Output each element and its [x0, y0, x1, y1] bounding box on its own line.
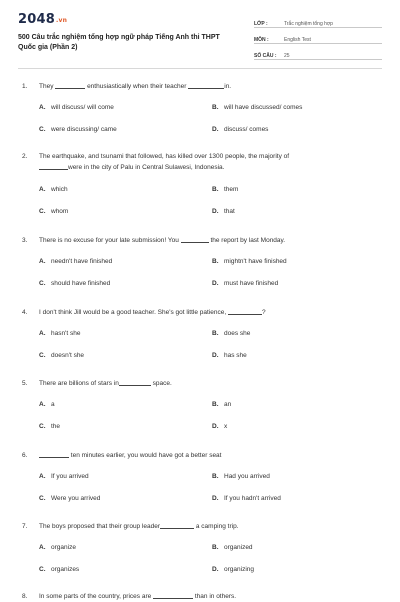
option-text: has she [224, 352, 247, 359]
option-b[interactable] [212, 104, 302, 111]
option-b[interactable] [212, 186, 238, 193]
option-letter: B. [212, 330, 219, 337]
option-text: x [224, 423, 228, 430]
question-line: were in the city of Palu in Central Sulawesi, Indonesia. [68, 164, 225, 171]
option-letter: D. [212, 126, 219, 133]
option-text: will discuss/ will come [51, 104, 114, 111]
option-letter: A. [39, 186, 46, 193]
option-text: doesn't she [51, 352, 85, 359]
question-number: 3. [22, 237, 28, 244]
option-a[interactable] [39, 104, 114, 111]
question-number: 8. [22, 593, 28, 600]
option-b[interactable] [212, 258, 287, 265]
header-divider [18, 68, 382, 69]
option-text: organized [224, 544, 253, 551]
option-text: will have discussed/ comes [224, 104, 303, 111]
option-letter: D. [212, 352, 219, 359]
option-text: them [224, 186, 239, 193]
question-number: 4. [22, 309, 28, 316]
option-text: should have finished [51, 280, 111, 287]
question-8 [22, 591, 378, 602]
option-letter: C. [39, 566, 46, 573]
answer-blank [228, 308, 262, 315]
option-b[interactable] [212, 330, 250, 337]
meta-label-socau: SỐ CÂU : [254, 53, 277, 59]
option-letter: B. [212, 401, 219, 408]
answer-blank [55, 82, 85, 89]
option-d[interactable] [212, 495, 281, 502]
question-part: In some parts of the country, prices are [39, 593, 152, 600]
option-text: were discussing/ came [51, 126, 117, 133]
option-b[interactable] [212, 544, 253, 551]
option-a[interactable] [39, 258, 112, 265]
option-text: which [51, 186, 68, 193]
option-text: does she [224, 330, 251, 337]
option-text: that [224, 208, 235, 215]
question-3 [22, 235, 378, 246]
option-d[interactable] [212, 126, 268, 133]
question-5 [22, 378, 378, 389]
question-number: 1. [22, 83, 28, 90]
question-7 [22, 521, 378, 532]
site-logo[interactable] [18, 12, 67, 27]
question-text [39, 235, 378, 246]
option-d[interactable] [212, 208, 235, 215]
question-part: the report by last Monday. [208, 237, 286, 244]
answer-blank [39, 451, 69, 458]
option-d[interactable] [212, 566, 254, 573]
option-text: the [51, 423, 61, 430]
meta-row-lop [254, 14, 382, 28]
document-title: 500 Câu trắc nghiệm tổng hợp ngữ pháp Tiếng Anh thi THPT Quốc gia (Phần 2) [18, 34, 220, 51]
meta-label-mon: MÔN : [254, 37, 269, 43]
option-a[interactable] [39, 473, 89, 480]
meta-label-lop: LỚP : [254, 21, 268, 27]
question-text [39, 307, 378, 318]
answer-blank [160, 522, 194, 529]
meta-value-socau: 25 [284, 53, 290, 59]
option-text: organizes [51, 566, 80, 573]
option-letter: C. [39, 495, 46, 502]
option-text: Had you arrived [224, 473, 270, 480]
answer-blank [188, 82, 224, 89]
option-text: Were you arrived [51, 495, 101, 502]
answer-blank [181, 236, 209, 243]
question-text [39, 151, 378, 173]
question-part: ten minutes earlier, you would have got a better seat [69, 452, 222, 459]
option-c[interactable] [39, 495, 100, 502]
option-d[interactable] [212, 423, 227, 430]
option-text: organize [51, 544, 76, 551]
question-line: The earthquake, and tsunami that followed, has killed over 1300 people, the majority of [39, 153, 290, 160]
option-b[interactable] [212, 473, 270, 480]
question-part: The boys proposed that their group leader [39, 523, 161, 530]
option-d[interactable] [212, 352, 247, 359]
answer-blank [39, 163, 68, 170]
meta-box [254, 14, 382, 62]
question-part: ? [261, 309, 266, 316]
answer-blank [153, 592, 193, 599]
option-letter: C. [39, 423, 46, 430]
meta-row-socau [254, 46, 382, 60]
option-letter: A. [39, 330, 46, 337]
option-c[interactable] [39, 126, 117, 133]
option-text: must have finished [224, 280, 279, 287]
question-2 [22, 151, 378, 173]
option-letter: A. [39, 544, 46, 551]
option-letter: C. [39, 208, 46, 215]
question-text [39, 81, 378, 92]
option-d[interactable] [212, 280, 278, 287]
question-number: 6. [22, 452, 28, 459]
question-number: 7. [22, 523, 28, 530]
option-text: whom [51, 208, 69, 215]
question-part: There are billions of stars in [39, 380, 119, 387]
question-number: 2. [22, 153, 28, 160]
question-part: There is no excuse for your late submission! You [39, 237, 179, 244]
question-text [39, 591, 378, 602]
option-letter: C. [39, 126, 46, 133]
option-letter: A. [39, 104, 46, 111]
question-4 [22, 307, 378, 318]
question-part: a camping trip. [194, 523, 239, 530]
question-part: space. [150, 380, 172, 387]
option-c[interactable] [39, 423, 60, 430]
option-text: discuss/ comes [224, 126, 269, 133]
option-text: an [224, 401, 232, 408]
option-letter: A. [39, 258, 46, 265]
option-letter: C. [39, 280, 46, 287]
option-letter: B. [212, 473, 219, 480]
question-text [39, 378, 378, 389]
option-c[interactable] [39, 352, 84, 359]
question-part: than in others. [193, 593, 237, 600]
question-number: 5. [22, 380, 28, 387]
question-part: They [39, 83, 54, 90]
option-letter: A. [39, 401, 46, 408]
option-a[interactable] [39, 330, 80, 337]
question-6 [22, 450, 378, 461]
option-letter: B. [212, 258, 219, 265]
question-text [39, 450, 378, 461]
answer-blank [119, 379, 151, 386]
option-c[interactable] [39, 208, 68, 215]
option-text: organizing [224, 566, 254, 573]
question-part: enthusiastically when their teacher [85, 83, 189, 90]
option-a[interactable] [39, 186, 68, 193]
question-1 [22, 81, 378, 92]
question-part: I don't think Jill would be a good teacher. She's got little patience, [39, 309, 227, 316]
option-b[interactable] [212, 401, 231, 408]
meta-value-mon: English Test [284, 37, 311, 43]
option-letter: B. [212, 104, 219, 111]
option-text: a [51, 401, 55, 408]
option-letter: A. [39, 473, 46, 480]
option-c[interactable] [39, 280, 110, 287]
logo-suffix: .vn [55, 17, 68, 24]
option-text: mightn't have finished [224, 258, 287, 265]
option-letter: D. [212, 280, 219, 287]
option-letter: D. [212, 423, 219, 430]
option-text: hasn't she [51, 330, 81, 337]
option-text: If you hadn't arrived [224, 495, 281, 502]
option-letter: D. [212, 495, 219, 502]
option-letter: D. [212, 566, 219, 573]
option-letter: B. [212, 544, 219, 551]
option-text: If you arrived [51, 473, 89, 480]
meta-value-lop: Trắc nghiệm tổng hợp [284, 21, 333, 27]
option-a[interactable] [39, 544, 76, 551]
option-a[interactable] [39, 401, 55, 408]
option-text: needn't have finished [51, 258, 113, 265]
option-letter: D. [212, 208, 219, 215]
question-part: in. [224, 83, 232, 90]
logo-main: 2048 [18, 12, 55, 27]
option-letter: B. [212, 186, 219, 193]
meta-row-mon [254, 30, 382, 44]
option-letter: C. [39, 352, 46, 359]
question-text [39, 521, 378, 532]
option-c[interactable] [39, 566, 79, 573]
